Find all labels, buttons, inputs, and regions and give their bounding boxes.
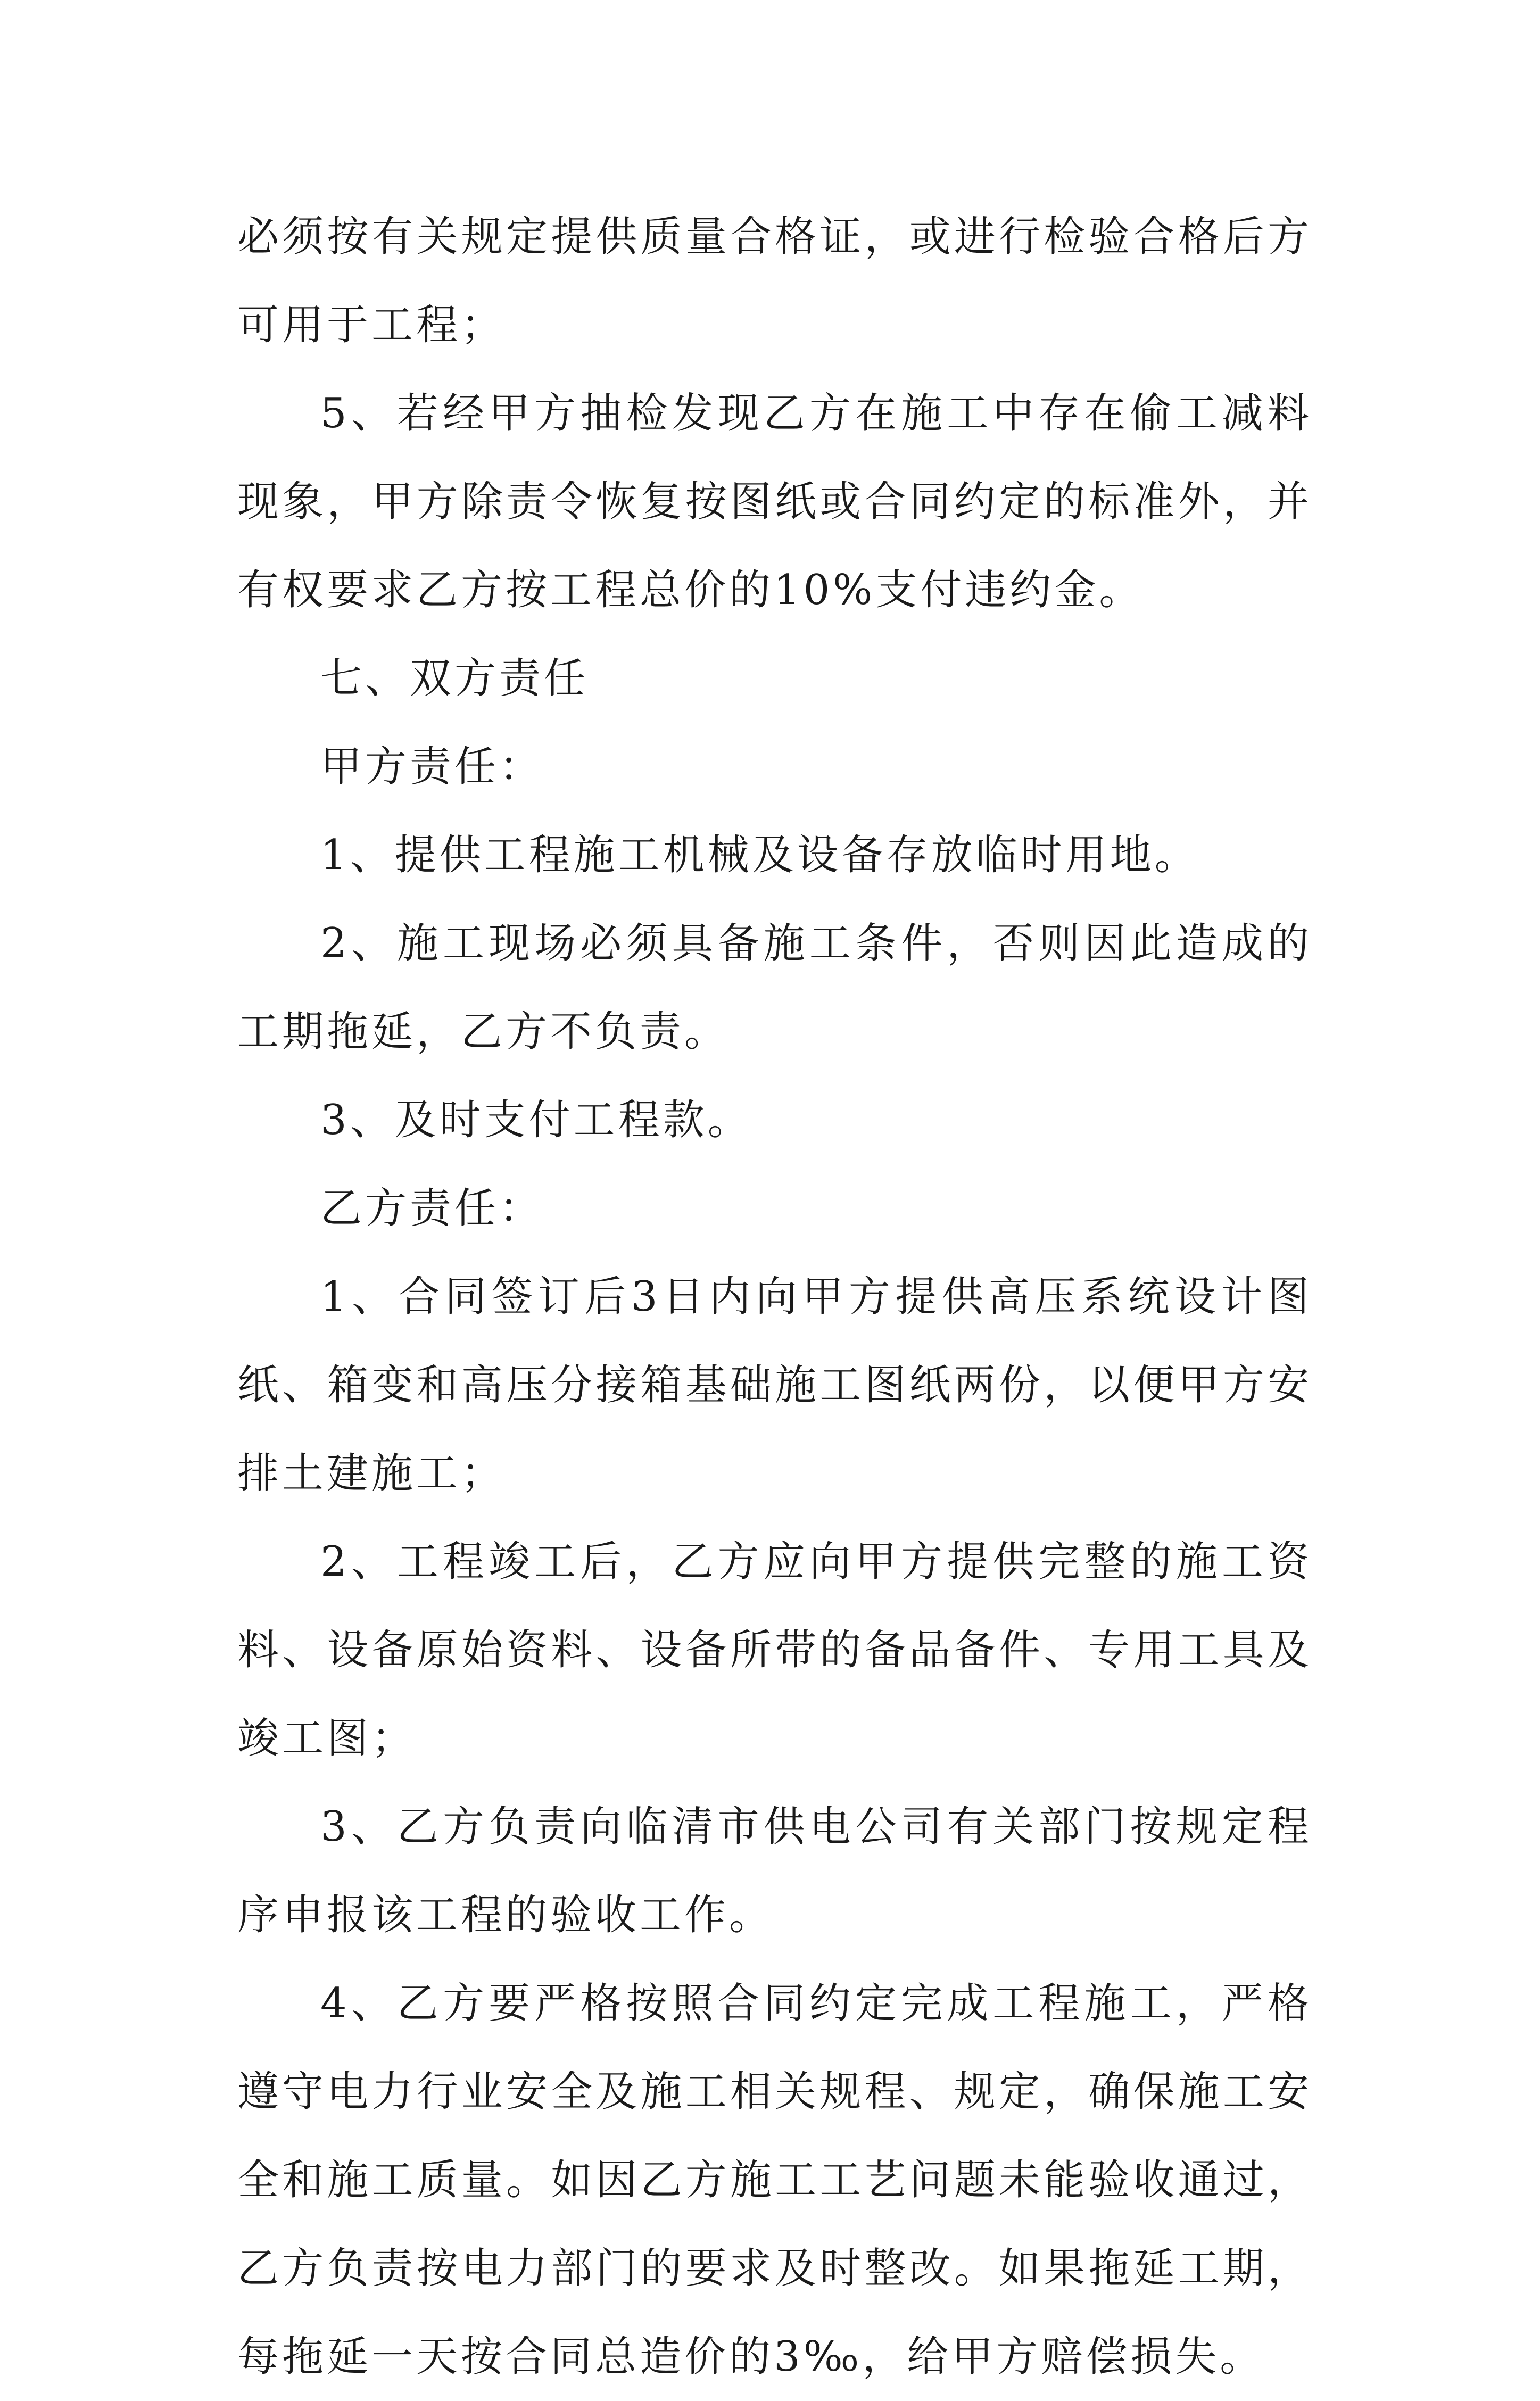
subheading-party-b: 乙方责任： xyxy=(320,1185,544,1232)
party-a-item-2: 2、施工现场必须具备施工条件，否则因此造成的工期拖延，乙方不负责。 xyxy=(237,920,1312,1056)
section-heading-responsibilities: 七、双方责任 xyxy=(320,655,589,702)
party-b-item-4: 4、乙方要严格按照合同约定完成工程施工，严格遵守电力行业安全及施工相关规程、规定，确保施工安全和施工质量。如因乙方施工工艺问题未能验收通过，乙方负责按电力部门的要求及时整改。如果拖延工期，每拖延一天按合同总造价的3‰，给甲方赔偿损失。 xyxy=(237,1980,1312,2381)
party-b-item-3: 3、乙方负责向临清市供电公司有关部门按规定程序申报该工程的验收工作。 xyxy=(237,1803,1312,1939)
document-body xyxy=(237,193,1312,2401)
party-a-item-3: 3、及时支付工程款。 xyxy=(320,1096,752,1144)
subheading-party-a: 甲方责任： xyxy=(320,743,544,791)
paragraph-clause-5: 5、若经甲方抽检发现乙方在施工中存在偷工减料现象，甲方除责令恢复按图纸或合同约定的标准外，并有权要求乙方按工程总价的10%支付违约金。 xyxy=(237,390,1312,614)
party-b-item-2: 2、工程竣工后，乙方应向甲方提供完整的施工资料、设备原始资料、设备所带的备品备件、专用工具及竣工图； xyxy=(237,1538,1312,1762)
paragraph-continuation: 必须按有关规定提供质量合格证，或进行检验合格后方可用于工程； xyxy=(237,213,1312,349)
party-b-item-1: 1、合同签订后3日内向甲方提供高压系统设计图纸、箱变和高压分接箱基础施工图纸两份，以便甲方安排土建施工； xyxy=(237,1273,1312,1497)
party-a-item-1: 1、提供工程施工机械及设备存放临时用地。 xyxy=(320,831,1199,879)
